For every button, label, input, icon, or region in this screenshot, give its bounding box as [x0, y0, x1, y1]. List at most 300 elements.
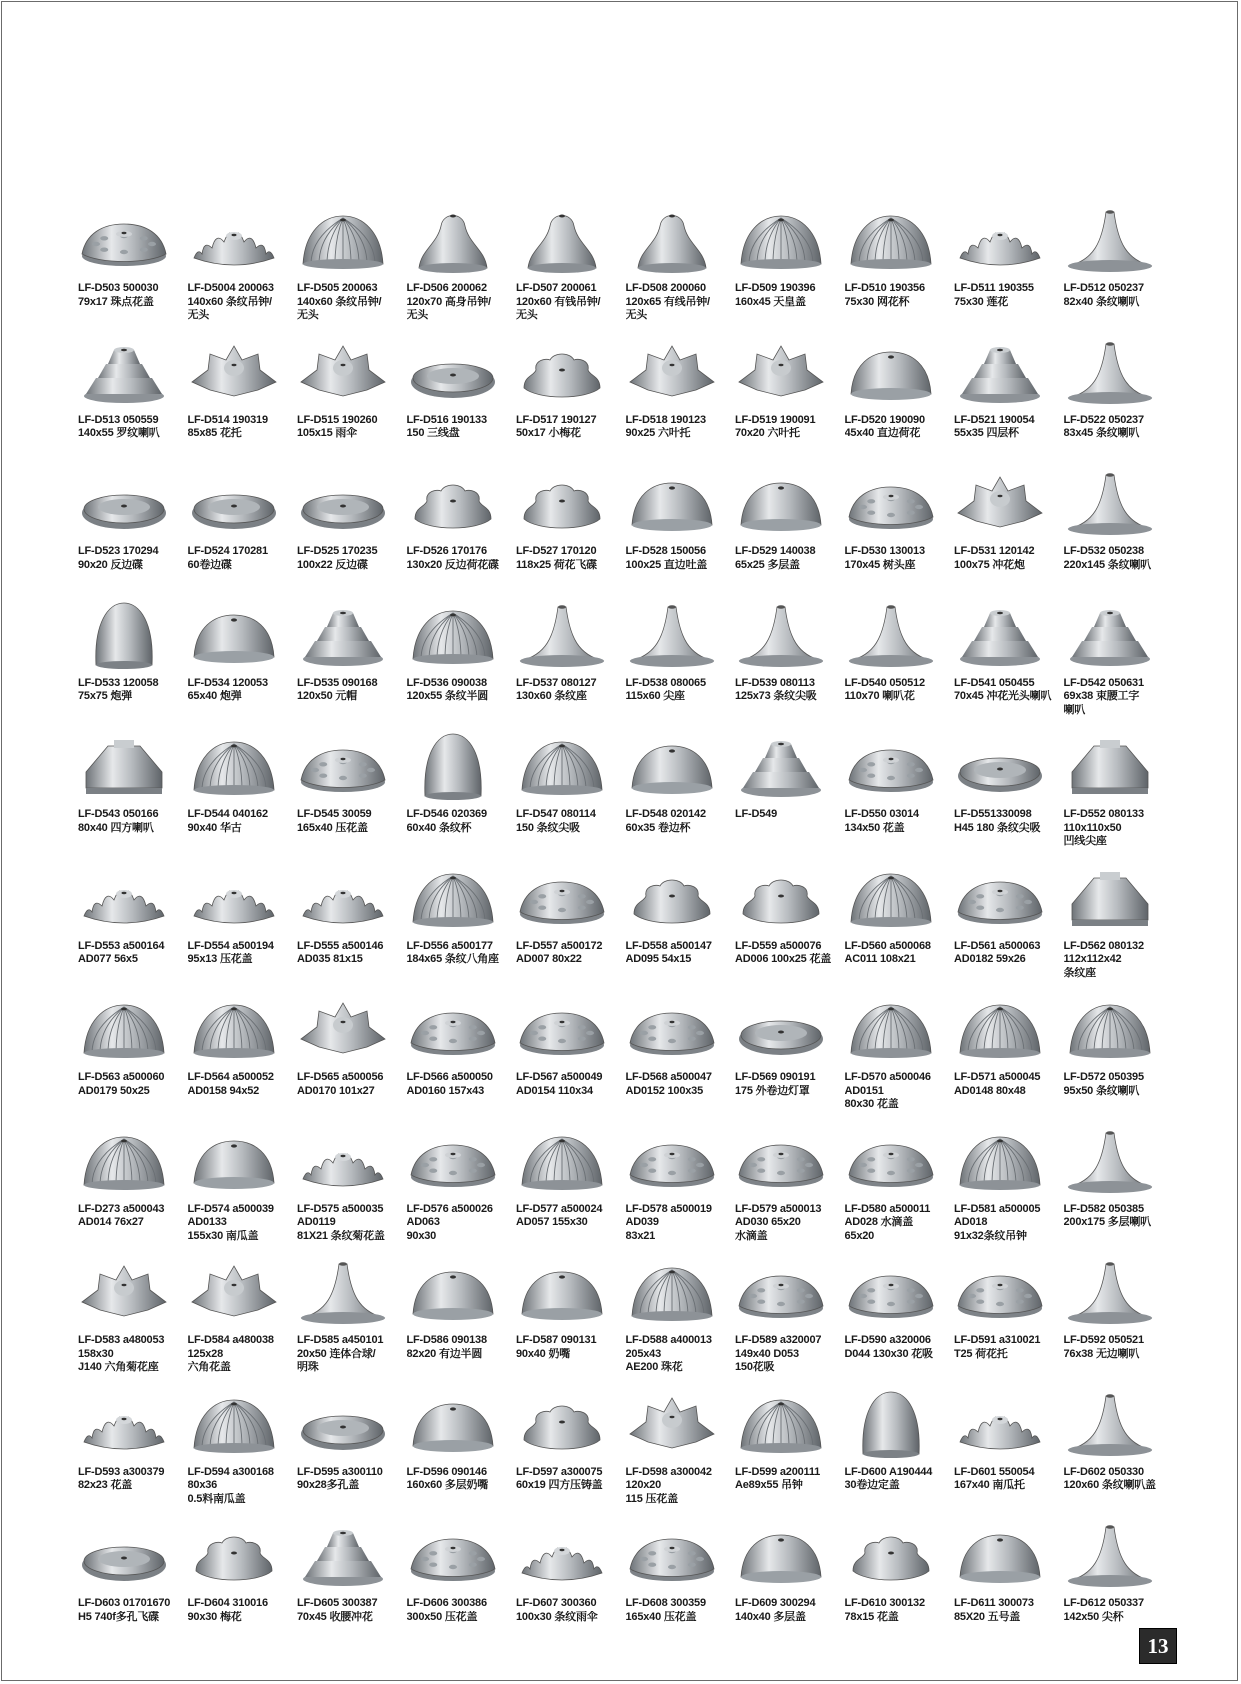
product-label — [407, 282, 515, 323]
product-spec-2: 155x30 南瓜盖 — [187, 1229, 259, 1242]
product-code: LF-D594 a300168 — [187, 1465, 274, 1478]
product-spec: 150 三线盘 — [406, 427, 460, 439]
product-image — [626, 461, 718, 539]
product-code: LF-D566 a500050 — [406, 1071, 493, 1083]
product-spec: AD035 81x15 — [297, 953, 363, 965]
product-code: LF-D523 170294 — [78, 545, 159, 557]
product-card — [624, 461, 734, 593]
product-spec: 70x20 六叶托 — [735, 427, 800, 439]
product-image — [845, 724, 937, 802]
product-spec: AD014 76x27 — [78, 1216, 144, 1228]
product-image — [78, 461, 170, 539]
product-label — [516, 677, 624, 704]
product-card — [76, 1250, 186, 1382]
product-image — [845, 1250, 937, 1328]
product-code: LF-D581 a500005 — [954, 1202, 1041, 1215]
product-spec: 120x65 有线吊钟/ — [625, 295, 710, 308]
product-code: LF-D542 050631 — [1063, 676, 1144, 689]
product-code: LF-D565 a500056 — [297, 1071, 384, 1083]
product-spec: AD018 — [954, 1216, 988, 1228]
product-spec: AD063 — [406, 1216, 440, 1228]
product-code: LF-D526 170176 — [406, 545, 487, 557]
product-label — [297, 545, 405, 572]
product-card — [295, 1382, 405, 1514]
product-image — [1064, 198, 1156, 276]
product-image — [626, 330, 718, 408]
product-card — [1062, 1119, 1172, 1251]
product-spec-2: 无头 — [297, 309, 319, 321]
product-card — [76, 1382, 186, 1514]
product-code: LF-D546 020369 — [406, 808, 487, 820]
product-code: LF-D527 170120 — [516, 545, 597, 557]
product-label — [188, 940, 296, 967]
product-code: LF-D603 01701670 — [78, 1597, 171, 1609]
product-label — [407, 940, 515, 967]
product-spec: 165x40 压花盖 — [297, 821, 368, 834]
product-spec: 82x40 条纹喇叭 — [1063, 295, 1140, 308]
product-code: LF-D567 a500049 — [516, 1071, 603, 1083]
product-image — [297, 198, 389, 276]
product-code: LF-D548 020142 — [625, 808, 706, 820]
product-label — [188, 1466, 296, 1507]
product-card — [514, 198, 624, 330]
product-label — [735, 1071, 843, 1098]
product-image — [188, 198, 280, 276]
product-image — [297, 330, 389, 408]
product-spec: D044 130x30 花吸 — [844, 1347, 933, 1360]
product-code: LF-D562 080132 — [1063, 939, 1144, 952]
product-card — [733, 1250, 843, 1382]
product-label — [735, 1334, 843, 1375]
product-image — [735, 461, 827, 539]
product-image — [845, 987, 937, 1065]
product-card — [733, 724, 843, 856]
product-spec: AD0182 59x26 — [954, 953, 1026, 965]
product-spec: 55x35 四层杯 — [954, 427, 1019, 439]
product-image — [516, 330, 608, 408]
product-spec: 20x50 连体合球/ — [297, 1347, 376, 1360]
product-card — [405, 1250, 515, 1382]
product-card — [952, 1119, 1062, 1251]
product-spec: 140x40 多层盖 — [735, 1610, 806, 1623]
product-card — [295, 1119, 405, 1251]
product-card — [624, 856, 734, 988]
product-card — [843, 856, 953, 988]
product-label — [188, 1071, 296, 1098]
product-code: LF-D550 03014 — [844, 808, 919, 820]
product-spec: 184x65 条纹八角座 — [406, 953, 499, 965]
product-spec: 120x60 条纹喇叭盖 — [1063, 1479, 1156, 1491]
product-image — [735, 1119, 827, 1197]
product-label — [1064, 1203, 1172, 1230]
product-spec: 130x20 反边荷花碟 — [406, 558, 499, 571]
product-card — [843, 1119, 953, 1251]
product-spec: 118x25 荷花飞碟 — [516, 558, 597, 571]
product-label — [516, 1203, 624, 1230]
product-code: LF-D606 300386 — [406, 1597, 487, 1609]
product-code: LF-D535 090168 — [297, 676, 378, 689]
product-image — [735, 198, 827, 276]
product-card — [405, 1513, 515, 1645]
product-code: LF-D529 140038 — [735, 545, 816, 557]
product-code: LF-D525 170235 — [297, 545, 378, 557]
product-image — [516, 461, 608, 539]
product-label — [297, 1071, 405, 1098]
product-label — [297, 1597, 405, 1624]
product-image — [626, 987, 718, 1065]
product-spec: 80x40 四方喇叭 — [78, 821, 154, 834]
product-card — [1062, 330, 1172, 462]
product-spec: AD0152 100x35 — [625, 1084, 704, 1097]
product-card — [295, 198, 405, 330]
product-code: LF-D534 120053 — [187, 676, 268, 689]
product-label — [188, 1334, 296, 1375]
product-card — [952, 461, 1062, 593]
product-card — [186, 1382, 296, 1514]
product-card — [186, 1513, 296, 1645]
product-image — [626, 1382, 718, 1460]
product-label — [954, 808, 1062, 835]
product-code: LF-D544 040162 — [187, 808, 268, 820]
product-code: LF-D513 050559 — [78, 413, 159, 426]
product-spec-2: 65x20 — [844, 1229, 875, 1242]
product-label — [735, 808, 843, 822]
product-image — [845, 593, 937, 671]
product-spec-2: 80x30 花盖 — [844, 1098, 899, 1110]
product-card — [952, 198, 1062, 330]
product-image — [407, 1382, 499, 1460]
product-spec-2: 条纹座 — [1063, 966, 1096, 979]
product-card — [186, 1250, 296, 1382]
product-image — [954, 461, 1046, 539]
product-spec: 220x145 条纹喇叭 — [1063, 558, 1151, 571]
product-label — [845, 1334, 953, 1361]
product-code: LF-D557 a500172 — [516, 939, 603, 952]
product-card — [843, 1250, 953, 1382]
product-image — [1064, 593, 1156, 671]
product-label — [516, 808, 624, 835]
product-code: LF-D595 a300110 — [297, 1465, 383, 1478]
product-image — [845, 1382, 937, 1460]
product-card — [295, 856, 405, 988]
product-code: LF-D612 050337 — [1063, 1597, 1144, 1609]
product-label — [845, 940, 953, 967]
product-label — [407, 1203, 515, 1244]
product-spec: AD057 155x30 — [516, 1216, 588, 1228]
product-image — [188, 1119, 280, 1197]
product-code: LF-D589 a320007 — [735, 1334, 822, 1346]
product-code: LF-D585 a450101 — [297, 1334, 384, 1346]
product-code: LF-D524 170281 — [187, 545, 268, 557]
product-card — [1062, 198, 1172, 330]
product-image — [735, 1250, 827, 1328]
product-code: LF-D511 190355 — [954, 282, 1034, 294]
product-code: LF-D547 080114 — [516, 808, 596, 820]
product-image — [954, 856, 1046, 934]
product-card — [952, 593, 1062, 725]
product-spec: 83x45 条纹喇叭 — [1063, 427, 1140, 439]
product-code: LF-D561 a500063 — [954, 939, 1041, 952]
product-spec: 140x55 罗纹喇叭 — [78, 427, 160, 439]
product-spec: AD0151 — [844, 1084, 884, 1097]
product-image — [297, 1119, 389, 1197]
product-image — [626, 1513, 718, 1591]
product-image — [78, 856, 170, 934]
product-spec: 65x40 炮弹 — [187, 690, 242, 702]
product-code: LF-D571 a500045 — [954, 1071, 1041, 1083]
product-image — [1064, 987, 1156, 1065]
product-label — [1064, 677, 1172, 718]
product-image — [297, 724, 389, 802]
product-image — [845, 856, 937, 934]
page-number: 13 — [1139, 1628, 1177, 1664]
product-card — [295, 330, 405, 462]
product-image — [78, 1382, 170, 1460]
product-spec: 120x70 高身吊钟/ — [406, 295, 491, 308]
product-image — [188, 856, 280, 934]
product-image — [1064, 461, 1156, 539]
product-spec: AD039 — [625, 1216, 659, 1228]
product-code: LF-D574 a500039 — [187, 1202, 274, 1215]
product-label — [297, 1466, 405, 1493]
product-card — [1062, 461, 1172, 593]
product-spec: AD0158 94x52 — [187, 1084, 260, 1097]
product-code: LF-D610 300132 — [844, 1597, 925, 1609]
product-label — [626, 1203, 734, 1244]
product-card — [186, 330, 296, 462]
product-code: LF-D599 a200111 — [735, 1465, 821, 1478]
product-code: LF-D564 a500052 — [187, 1071, 274, 1083]
product-card — [405, 330, 515, 462]
product-label — [735, 1597, 843, 1624]
product-card — [843, 593, 953, 725]
product-label — [407, 677, 515, 704]
product-image — [407, 461, 499, 539]
product-spec: 125x73 条纹尖吸 — [735, 690, 817, 702]
product-card — [733, 461, 843, 593]
product-label — [954, 677, 1062, 704]
product-card — [733, 856, 843, 988]
product-card — [405, 987, 515, 1119]
product-spec: AD0160 157x43 — [406, 1084, 485, 1097]
product-spec: 205x43 — [625, 1347, 662, 1360]
product-spec: 90x25 六叶托 — [625, 427, 691, 439]
product-label — [188, 677, 296, 704]
product-image — [735, 330, 827, 408]
product-code: LF-D563 a500060 — [78, 1071, 165, 1083]
product-spec: 134x50 花盖 — [844, 821, 905, 834]
product-label — [1064, 1334, 1172, 1361]
product-image — [78, 1119, 170, 1197]
product-image — [297, 1513, 389, 1591]
product-card — [624, 1250, 734, 1382]
product-code: LF-D528 150056 — [625, 545, 706, 557]
product-code: LF-D583 a480053 — [78, 1334, 165, 1346]
product-card — [514, 987, 624, 1119]
product-spec: 120x20 — [625, 1479, 662, 1491]
product-spec-2: 83x21 — [625, 1229, 656, 1242]
product-card — [186, 1119, 296, 1251]
product-code: LF-D591 a310021 — [954, 1334, 1041, 1346]
product-spec: 82x23 花盖 — [78, 1479, 133, 1491]
product-label — [188, 282, 296, 323]
product-card — [76, 461, 186, 593]
product-code: LF-D568 a500047 — [625, 1071, 712, 1083]
product-image — [188, 1382, 280, 1460]
product-label — [516, 1334, 624, 1361]
product-image — [516, 1382, 608, 1460]
product-image — [407, 856, 499, 934]
product-spec: 90x40 华古 — [187, 821, 242, 834]
product-card — [843, 1382, 953, 1514]
product-code: LF-D604 310016 — [187, 1597, 268, 1609]
product-spec: 60x19 四方压铸盖 — [516, 1479, 603, 1491]
product-image — [407, 593, 499, 671]
product-code: LF-D539 080113 — [735, 676, 815, 689]
product-label — [516, 940, 624, 967]
product-card — [186, 198, 296, 330]
product-label — [1064, 1071, 1172, 1098]
product-image — [1064, 856, 1156, 934]
product-image — [735, 1513, 827, 1591]
product-code: LF-D582 050385 — [1063, 1202, 1144, 1215]
product-spec: 100x75 冲花炮 — [954, 558, 1025, 571]
product-label — [845, 677, 953, 704]
product-image — [516, 1250, 608, 1328]
product-label — [626, 1071, 734, 1098]
product-image — [735, 724, 827, 802]
product-spec: 110x70 喇叭花 — [844, 690, 915, 702]
product-label — [845, 1597, 953, 1624]
product-spec: 100x25 直边吐盖 — [625, 558, 708, 571]
product-card — [186, 987, 296, 1119]
product-label — [78, 545, 186, 572]
product-code: LF-D543 050166 — [78, 808, 159, 820]
product-spec: T25 荷花托 — [954, 1347, 1008, 1360]
product-image — [735, 856, 827, 934]
product-code: LF-D592 050521 — [1063, 1334, 1144, 1346]
product-card — [405, 1119, 515, 1251]
product-image — [954, 593, 1046, 671]
product-spec: 140x60 条纹吊钟/ — [297, 295, 382, 308]
product-spec: AC011 108x21 — [844, 953, 916, 965]
product-image — [1064, 330, 1156, 408]
product-label — [735, 1466, 843, 1493]
product-card — [76, 1513, 186, 1645]
product-label — [626, 414, 734, 441]
product-label — [626, 1597, 734, 1624]
product-image — [626, 1119, 718, 1197]
product-code: LF-D552 080133 — [1063, 808, 1144, 820]
product-card — [514, 1382, 624, 1514]
product-image — [188, 1513, 280, 1591]
product-label — [1064, 1597, 1172, 1624]
product-card — [1062, 1513, 1172, 1645]
product-spec-2: 91x32条纹吊钟 — [954, 1229, 1027, 1242]
product-card — [843, 198, 953, 330]
product-image — [954, 1119, 1046, 1197]
product-code: LF-D578 a500019 — [625, 1202, 712, 1215]
product-label — [297, 1203, 405, 1244]
product-image — [845, 1513, 937, 1591]
product-code: LF-D558 a500147 — [625, 939, 712, 952]
product-spec: 170x45 树头座 — [844, 558, 916, 571]
product-code: LF-D556 a500177 — [406, 939, 493, 952]
product-code: LF-D577 a500024 — [516, 1202, 603, 1215]
product-code: LF-D520 190090 — [844, 413, 925, 426]
product-card — [295, 1513, 405, 1645]
product-image — [516, 987, 608, 1065]
product-card — [952, 987, 1062, 1119]
product-image — [188, 461, 280, 539]
product-code: LF-D549 — [735, 808, 777, 820]
product-image — [297, 856, 389, 934]
product-code: LF-D503 500030 — [78, 282, 159, 294]
product-card — [514, 856, 624, 988]
product-label — [626, 282, 734, 323]
product-label — [407, 1597, 515, 1624]
product-card — [843, 724, 953, 856]
product-card — [295, 987, 405, 1119]
product-spec-2: 无头 — [625, 309, 648, 321]
product-image — [626, 198, 718, 276]
product-image — [1064, 1250, 1156, 1328]
product-spec: 120x50 元帽 — [297, 690, 357, 702]
product-image — [735, 1382, 827, 1460]
product-spec-2: 喇叭 — [1063, 703, 1086, 716]
product-card — [295, 1250, 405, 1382]
product-label — [407, 545, 515, 572]
product-image — [1064, 1119, 1156, 1197]
product-spec: Ae89x55 吊钟 — [735, 1479, 803, 1491]
product-spec: 149x40 D053 — [735, 1347, 799, 1360]
product-card — [843, 461, 953, 593]
product-spec-2: 六角花盖 — [187, 1361, 231, 1373]
product-spec: 167x40 南瓜托 — [954, 1479, 1025, 1491]
product-spec-2: AE200 珠花 — [625, 1361, 683, 1373]
product-label — [626, 940, 734, 967]
product-label — [735, 1203, 843, 1244]
product-label — [78, 414, 186, 441]
product-code: LF-D273 a500043 — [78, 1202, 165, 1215]
product-label — [735, 282, 843, 309]
product-label — [1064, 808, 1172, 849]
product-code: LF-D607 300360 — [516, 1597, 597, 1609]
product-card — [405, 724, 515, 856]
product-code: LF-D531 120142 — [954, 545, 1035, 557]
product-card — [733, 330, 843, 462]
product-code: LF-D593 a300379 — [78, 1465, 165, 1478]
product-image — [297, 1250, 389, 1328]
product-spec-2: 水滴盖 — [735, 1229, 768, 1242]
product-label — [297, 414, 405, 441]
product-spec: 69x38 束腰工字 — [1063, 690, 1140, 702]
product-label — [845, 282, 953, 309]
product-code: LF-D541 050455 — [954, 676, 1035, 689]
product-spec: 100x22 反边碟 — [297, 558, 368, 571]
product-image — [78, 1250, 170, 1328]
product-code: LF-D555 a500146 — [297, 939, 384, 952]
product-label — [954, 940, 1062, 967]
product-spec: 65x25 多层盖 — [735, 558, 800, 571]
product-image — [735, 593, 827, 671]
product-spec: 130x60 条纹座 — [516, 690, 587, 702]
product-label — [954, 1597, 1062, 1624]
product-spec: 75x30 网花杯 — [844, 295, 910, 308]
product-card — [1062, 593, 1172, 725]
product-code: LF-D516 190133 — [406, 413, 487, 426]
product-image — [78, 987, 170, 1065]
